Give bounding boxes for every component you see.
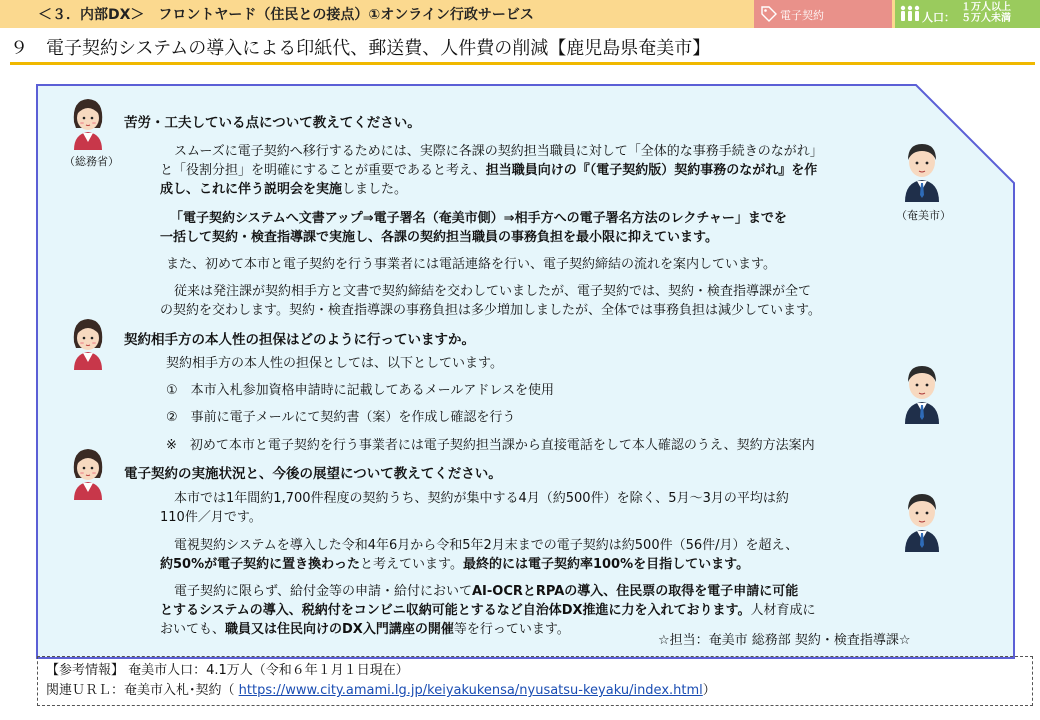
q1-text: 「電子契約システムへ文書アップ⇒電子署名（奄美市側）⇒相手方への電子署名方法のレクチャー」までを bbox=[170, 211, 787, 226]
q1-text: また、初めて本市と電子契約を行う事業者には電話連絡を行い、電子契約締結の流れを案内しています。 bbox=[166, 257, 776, 272]
q2-list-item: ① 本市入札参加資格申請時に記載してあるメールアドレスを使用 bbox=[166, 383, 555, 398]
population-prefix: 人口： bbox=[922, 11, 955, 24]
q3-text: 電視契約システムを導入した令和4年6月から令和5年2月末までの電子契約は約500件（56件/月）を超え、 bbox=[174, 538, 799, 553]
population-line2: ５万人未満 bbox=[961, 13, 1011, 24]
related-url-line: 関連ＵＲＬ：奄美市入札･契約（ https://www.city.amami.lg.jp/keiyakukensa/nyusatsu-keyaku/index.html） bbox=[46, 683, 716, 698]
q1-text: 従来は発注課が契約相手方と文書で契約締結を交わしていましたが、電子契約では、契約・検査指導課が全て bbox=[174, 284, 812, 299]
q1-text: 成し、これに伴う説明会を実施しました。 bbox=[160, 182, 408, 197]
population-line1: １万人以上 bbox=[961, 2, 1011, 13]
q1-text: スムーズに電子契約へ移行するためには、実際に各課の契約担当職員に対して「全体的な事務手続きのながれ」 bbox=[174, 144, 823, 159]
q1-text: 一括して契約・検査指導課で実施し、各課の契約担当職員の事務負担を最小限に抑えています。 bbox=[160, 230, 718, 245]
contact-note: ☆担当：奄美市 総務部 契約・検査指導課☆ bbox=[658, 633, 911, 648]
q3-text: とするシステムの導入、税納付をコンビニ収納可能とするなど自治体DX推進に力を入れております。人材育成に bbox=[160, 603, 816, 618]
question-1: 苦労・工夫している点について教えてください。 bbox=[124, 115, 421, 131]
reference-info: 【参考情報】 奄美市人口：4.1万人（令和６年１月１日現在） bbox=[46, 663, 409, 678]
section-title: ＜３．内部DX＞ フロントヤード（住民との接点）①オンライン行政サービス bbox=[38, 7, 534, 23]
q3-text: 約50%が電子契約に置き換わったと考えています。最終的には電子契約率100%を目指しています。 bbox=[160, 557, 750, 572]
q3-text: 本市では1年間約1,700件程度の契約うち、契約が集中する4月（約500件）を除く、5月～3月の平均は約 bbox=[174, 491, 789, 506]
q2-text: 契約相手方の本人性の担保としては、以下としています。 bbox=[166, 356, 503, 371]
question-2: 契約相手方の本人性の担保はどのように行っていますか。 bbox=[124, 332, 475, 348]
q3-text: 電子契約に限らず、給付金等の申請・給付においてAI-OCRとRPAの導入、住民票の取得を電子申請に可能 bbox=[174, 584, 799, 599]
related-url-link[interactable]: https://www.city.amami.lg.jp/keiyakukensa/nyusatsu-keyaku/index.html bbox=[238, 683, 703, 698]
city-caption: （奄美市） bbox=[896, 209, 951, 222]
page-title: ９ 電子契約システムの導入による印紙代、郵送費、人件費の削減【鹿児島県奄美市】 bbox=[10, 38, 711, 59]
ministry-caption: （総務省） bbox=[64, 155, 119, 168]
category-tag-label: 電子契約 bbox=[780, 9, 824, 22]
reference-box bbox=[37, 656, 1033, 706]
related-url-label: 関連ＵＲＬ：奄美市入札･契約（ bbox=[46, 683, 239, 698]
q2-note: ※ 初めて本市と電子契約を行う事業者には電子契約担当課から直接電話をして本人確認のうえ、契約方法案内 bbox=[166, 438, 815, 453]
q1-text: と「役割分担」を明確にすることが重要であると考え、担当職員向けの『（電子契約版）契約事務のながれ』を作 bbox=[160, 163, 818, 178]
question-3: 電子契約の実施状況と、今後の展望について教えてください。 bbox=[124, 466, 502, 482]
q3-text: 110件／月です。 bbox=[160, 510, 262, 525]
q3-text: おいても、職員又は住民向けのDX入門講座の開催等を行っています。 bbox=[160, 622, 570, 637]
q1-text: の契約を交わします。契約・検査指導課の事務負担は多少増加しましたが、全体では事務負担は減少しています。 bbox=[160, 303, 821, 318]
q2-list-item: ② 事前に電子メールにて契約書（案）を作成し確認を行う bbox=[166, 410, 516, 425]
